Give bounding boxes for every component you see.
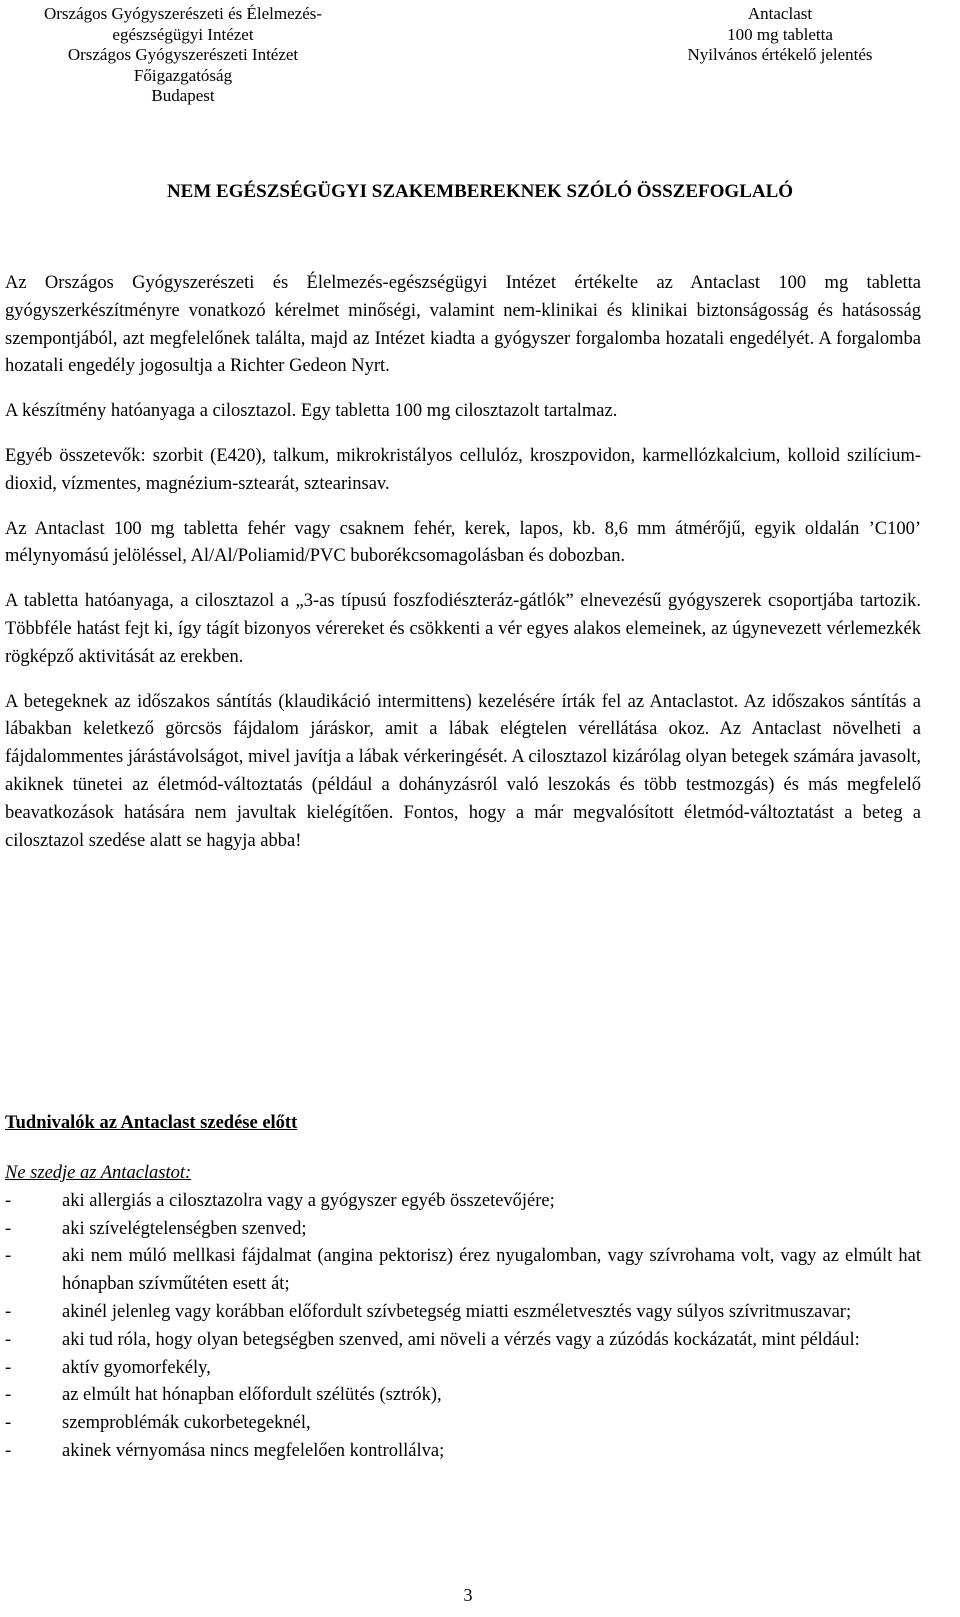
paragraph: Az Országos Gyógyszerészeti és Élelmezés-egészségügyi Intézet értékelte az Antaclast 100 mg tabletta gyógyszerkészítményre vonatkozó kérelmet minőségi, valamint nem-klinikai és klinikai biztonságosság és hatásosság szempontjából, azt megfelelőnek találta, majd az Intézet kiadta a gyógyszer forgalomba hozatali engedélyét. A forgalomba hozatali engedély jogosultja a Richter Gedeon Nyrt. bbox=[5, 273, 921, 377]
sublist-item-text: akinek vérnyomása nincs megfelelően kontrollálva; bbox=[62, 1440, 445, 1461]
list-item-text: aki nem múló mellkasi fájdalmat (angina pektorisz) érez nyugalomban, vagy szívrohama volt, vagy az elmúlt hat hónapban szívműtéten esett át; bbox=[62, 1246, 921, 1295]
list-item-text: aki szívelégtelenségben szenved; bbox=[62, 1218, 307, 1239]
list-dash: - bbox=[5, 1385, 12, 1406]
list-item bbox=[5, 1216, 921, 1244]
header-agency bbox=[8, 4, 358, 107]
paragraph: Egyéb összetevők: szorbit (E420), talkum, mikrokristályos cellulóz, kroszpovidon, karmellózkalcium, kolloid szilícium-dioxid, vízmentes, magnézium-sztearát, sztearinsav. bbox=[5, 445, 921, 494]
list-item bbox=[5, 1299, 921, 1327]
contraindications bbox=[5, 1160, 921, 1466]
paragraph: A betegeknek az időszakos sántítás (klaudikáció intermittens) kezelésére írták fel az Antaclastot. Az időszakos sántítás a lábakban keletkező görcsös fájdalom járáskor, amit a lábak elégtelen vérellátása okoz. Az Antaclast növelheti a fájdalommentes járástávolságot, mivel javítja a lábak vérkeringését. A cilosztazol kizárólag olyan betegek számára javasolt, akiknek tünetei az életmód-változtatás (például a dohányzásról való leszokás és több testmozgás) és más megfelelő beavatkozások hatására nem javultak kielégítően. Fontos, hogy a már megvalósított életmód-változtatást a beteg a cilosztazol szedése alatt se hagyja abba! bbox=[5, 691, 921, 851]
contraindication-list bbox=[5, 1188, 921, 1466]
list-dash: - bbox=[5, 1329, 12, 1350]
header-agency-line: Főigazgatóság bbox=[133, 65, 233, 85]
paragraph: Az Antaclast 100 mg tabletta fehér vagy csaknem fehér, kerek, lapos, kb. 8,6 mm átmérőjű, egyik oldalán ’C100’ mélynyomású jelöléssel, Al/Al/Poliamid/PVC buborékcsomagolásban és dobozban. bbox=[5, 518, 921, 567]
header-product-line: Nyilvános értékelő jelentés bbox=[687, 45, 873, 64]
page-number: 3 bbox=[463, 1585, 473, 1605]
page-title: NEM EGÉSZSÉGÜGYI SZAKEMBEREKNEK SZÓLÓ ÖSSZEFOGLALÓ bbox=[166, 181, 794, 202]
header-agency-line: egészségügyi Intézet bbox=[112, 24, 254, 44]
header-agency-line: Budapest bbox=[151, 86, 215, 105]
sublist-item-text: az elmúlt hat hónapban előfordult szélütés (sztrók), bbox=[62, 1385, 442, 1406]
header-product-line: 100 mg tabletta bbox=[727, 24, 833, 44]
sublist-item bbox=[5, 1438, 921, 1466]
sublist-item bbox=[5, 1355, 921, 1383]
list-dash: - bbox=[5, 1246, 12, 1267]
list-item bbox=[5, 1327, 921, 1466]
contraindications-intro: Ne szedje az Antaclastot: bbox=[5, 1163, 192, 1183]
summary-body bbox=[5, 270, 921, 855]
sublist-item bbox=[5, 1382, 921, 1410]
list-dash: - bbox=[5, 1413, 12, 1434]
sublist-item-text: aktív gyomorfekély, bbox=[62, 1357, 211, 1378]
list-item-text: akinél jelenleg vagy korábban előfordult szívbetegség miatti eszméletvesztés vagy súlyos szívritmuszavar; bbox=[62, 1301, 852, 1322]
paragraph: A készítmény hatóanyaga a cilosztazol. Egy tabletta 100 mg cilosztazolt tartalmaz. bbox=[5, 401, 618, 422]
section-heading: Tudnivalók az Antaclast szedése előtt bbox=[5, 1113, 298, 1133]
list-item bbox=[5, 1243, 921, 1299]
header-product bbox=[640, 4, 920, 66]
list-dash: - bbox=[5, 1440, 12, 1461]
list-dash: - bbox=[5, 1190, 12, 1211]
paragraph: A tabletta hatóanyaga, a cilosztazol a „3-as típusú foszfodiészteráz-gátlók” elnevezésű gyógyszerek csoportjába tartozik. Többféle hatást fejt ki, így tágít bizonyos vérereket és csökkenti a vér egyes alakos elemeinek, az úgynevezett vérlemezkék rögképző aktivitását az erekben. bbox=[5, 591, 921, 667]
list-item bbox=[5, 1188, 921, 1216]
header-agency-line: Országos Gyógyszerészeti Intézet bbox=[67, 45, 299, 64]
list-dash: - bbox=[5, 1218, 12, 1239]
sublist-item-text: szemproblémák cukorbetegeknél, bbox=[62, 1413, 311, 1434]
sublist-item bbox=[5, 1410, 921, 1438]
list-dash: - bbox=[5, 1301, 12, 1322]
header-agency-line: Országos Gyógyszerészeti és Élelmezés- bbox=[43, 4, 323, 23]
list-item-text: aki allergiás a cilosztazolra vagy a gyógyszer egyéb összetevőjére; bbox=[62, 1190, 555, 1211]
list-item-text: aki tud róla, hogy olyan betegségben szenved, ami növeli a vérzés vagy a zúzódás kockázatát, mint például: bbox=[62, 1329, 860, 1350]
risk-sublist bbox=[5, 1355, 921, 1466]
list-dash: - bbox=[5, 1357, 12, 1378]
header-product-line: Antaclast bbox=[747, 4, 813, 23]
